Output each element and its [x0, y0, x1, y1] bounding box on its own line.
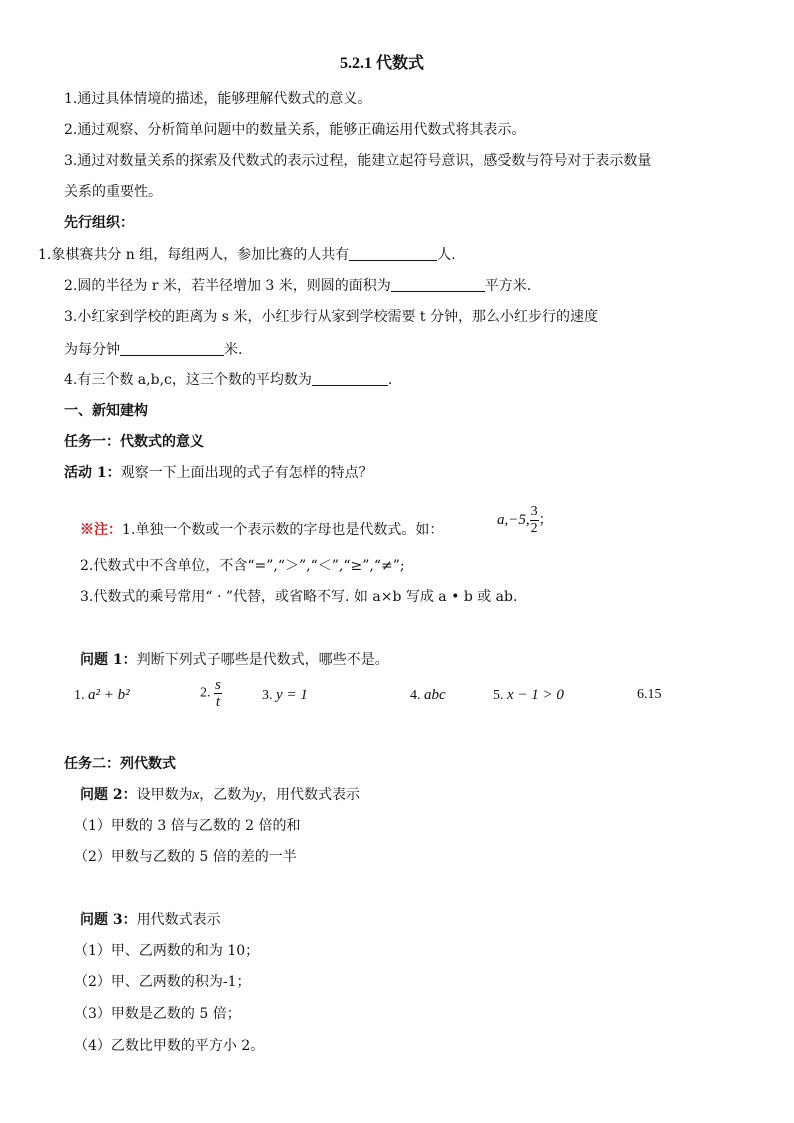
expr-1-number: 1.: [74, 688, 85, 703]
problem-2-text-c: ，用代数式表示: [261, 787, 360, 803]
variable-x: x: [192, 787, 200, 803]
problem-1-text: 判断下列式子哪些是代数式，哪些不是。: [136, 652, 389, 668]
objective-3-cont: 关系的重要性。: [64, 184, 162, 200]
preview-q3-unit: 米.: [224, 342, 243, 358]
problem-3-item-3: （3）甲数是乙数的 5 倍；: [74, 1006, 241, 1022]
example-expr: a,−5,: [497, 512, 530, 528]
expr-2-number: 2.: [200, 685, 211, 701]
fraction-denominator: 2: [530, 520, 538, 536]
expr-4: abc: [424, 687, 446, 703]
expr-item-1: [74, 685, 130, 706]
problem-2-text-a: 设甲数为: [136, 787, 193, 803]
page-title: 5.2.1 代数式: [340, 55, 425, 72]
problem-1-label: 问题 1：: [80, 652, 137, 668]
preview-question-4: [64, 370, 392, 390]
activity-1: [64, 463, 373, 483]
preview-q2-text: 2.圆的半径为 r 米，若半径增加 3 米，则圆的面积为: [64, 278, 391, 294]
note-label: ※注：: [80, 522, 122, 538]
answer-blank[interactable]: [312, 371, 388, 386]
problem-3-item-1: （1）甲、乙两数的和为 10；: [74, 943, 260, 959]
preview-question-2: [64, 276, 531, 296]
preview-question-1: [38, 245, 456, 265]
problem-2: [80, 785, 360, 805]
expr-5: x − 1 > 0: [507, 687, 564, 703]
preview-q1-text: 1.象棋赛共分 n 组，每组两人，参加比赛的人共有: [38, 247, 350, 263]
objective-2: 2.通过观察、分析简单问题中的数量关系，能够正确运用代数式将其表示。: [64, 122, 526, 138]
problem-3-label: 问题 3：: [80, 912, 137, 928]
expr-1: a² + b²: [88, 687, 130, 703]
expr-2-fraction: [214, 677, 222, 710]
note-line-1: [80, 520, 443, 540]
task1-heading: 任务一：代数式的意义: [64, 434, 204, 450]
note-line-3: 3.代数式的乘号常用“ · ”代替，或省略不写. 如 a×b 写成 a • b 或 ab.: [80, 589, 518, 605]
objective-3: 3.通过对数量关系的探索及代数式的表示过程，能建立起符号意识，感受数与符号对于表示数量: [64, 153, 652, 169]
problem-1: [80, 650, 389, 670]
expr-item-2: [200, 677, 222, 710]
problem-3-item-4: （4）乙数比甲数的平方小 2。: [74, 1038, 265, 1054]
expr-2-numerator: s: [215, 677, 221, 693]
example-end: ；: [538, 512, 553, 528]
note-text-1: 1.单独一个数或一个表示数的字母也是代数式。如：: [122, 522, 444, 538]
fraction-three-halves: [530, 504, 539, 537]
preview-q1-unit: 人.: [437, 247, 456, 263]
expr-3: y = 1: [276, 687, 308, 703]
objective-1: 1.通过具体情境的描述，能够理解代数式的意义。: [64, 91, 372, 107]
expr-item-4: [410, 685, 446, 706]
preview-q2-unit: 平方米.: [484, 278, 532, 294]
problem-3-item-2: （2）甲、乙两数的积为-1；: [74, 974, 251, 990]
preview-q4-text: 4.有三个数 a,b,c，这三个数的平均数为: [64, 372, 312, 388]
variable-y: y: [255, 787, 262, 803]
section-heading-new-knowledge: 一、新知建构: [64, 403, 148, 419]
expr-item-5: [493, 685, 564, 706]
answer-blank[interactable]: [349, 246, 437, 261]
note-example: [497, 500, 553, 540]
problem-3-text: 用代数式表示: [136, 912, 221, 928]
answer-blank[interactable]: [391, 277, 485, 292]
activity-1-text: 观察一下上面出现的式子有怎样的特点？: [120, 465, 373, 481]
expr-item-6: 6.15: [637, 687, 662, 702]
problem-2-item-2: （2）甲数与乙数的 5 倍的差的一半: [74, 849, 297, 865]
preview-question-3: 3.小红家到学校的距离为 s 米，小红步行从家到学校需要 t 分钟，那么小红步行的速度: [64, 309, 598, 325]
preview-heading: 先行组织：: [64, 215, 134, 231]
expr-item-3: [262, 685, 308, 706]
preview-question-3-cont: [64, 340, 242, 360]
problem-3: [80, 910, 221, 930]
expr-3-number: 3.: [262, 688, 273, 703]
problem-2-text-b: ，乙数为: [199, 787, 256, 803]
task2-heading: 任务二：列代数式: [64, 756, 176, 772]
expr-2-denominator: t: [215, 694, 220, 710]
answer-blank[interactable]: [120, 341, 224, 356]
problem-2-item-1: （1）甲数的 3 倍与乙数的 2 倍的和: [74, 818, 301, 834]
problem-2-label: 问题 2：: [80, 787, 137, 803]
fraction-numerator: 3: [530, 503, 538, 519]
expr-4-number: 4.: [410, 688, 421, 703]
preview-q4-end: .: [387, 372, 393, 388]
activity-1-label: 活动 1：: [64, 465, 121, 481]
expr-5-number: 5.: [493, 688, 504, 703]
preview-q3-text: 为每分钟: [64, 342, 120, 358]
note-line-2: 2.代数式中不含单位，不含“=”,“＞”,“＜”,“≥”,“≠”;: [80, 558, 405, 574]
